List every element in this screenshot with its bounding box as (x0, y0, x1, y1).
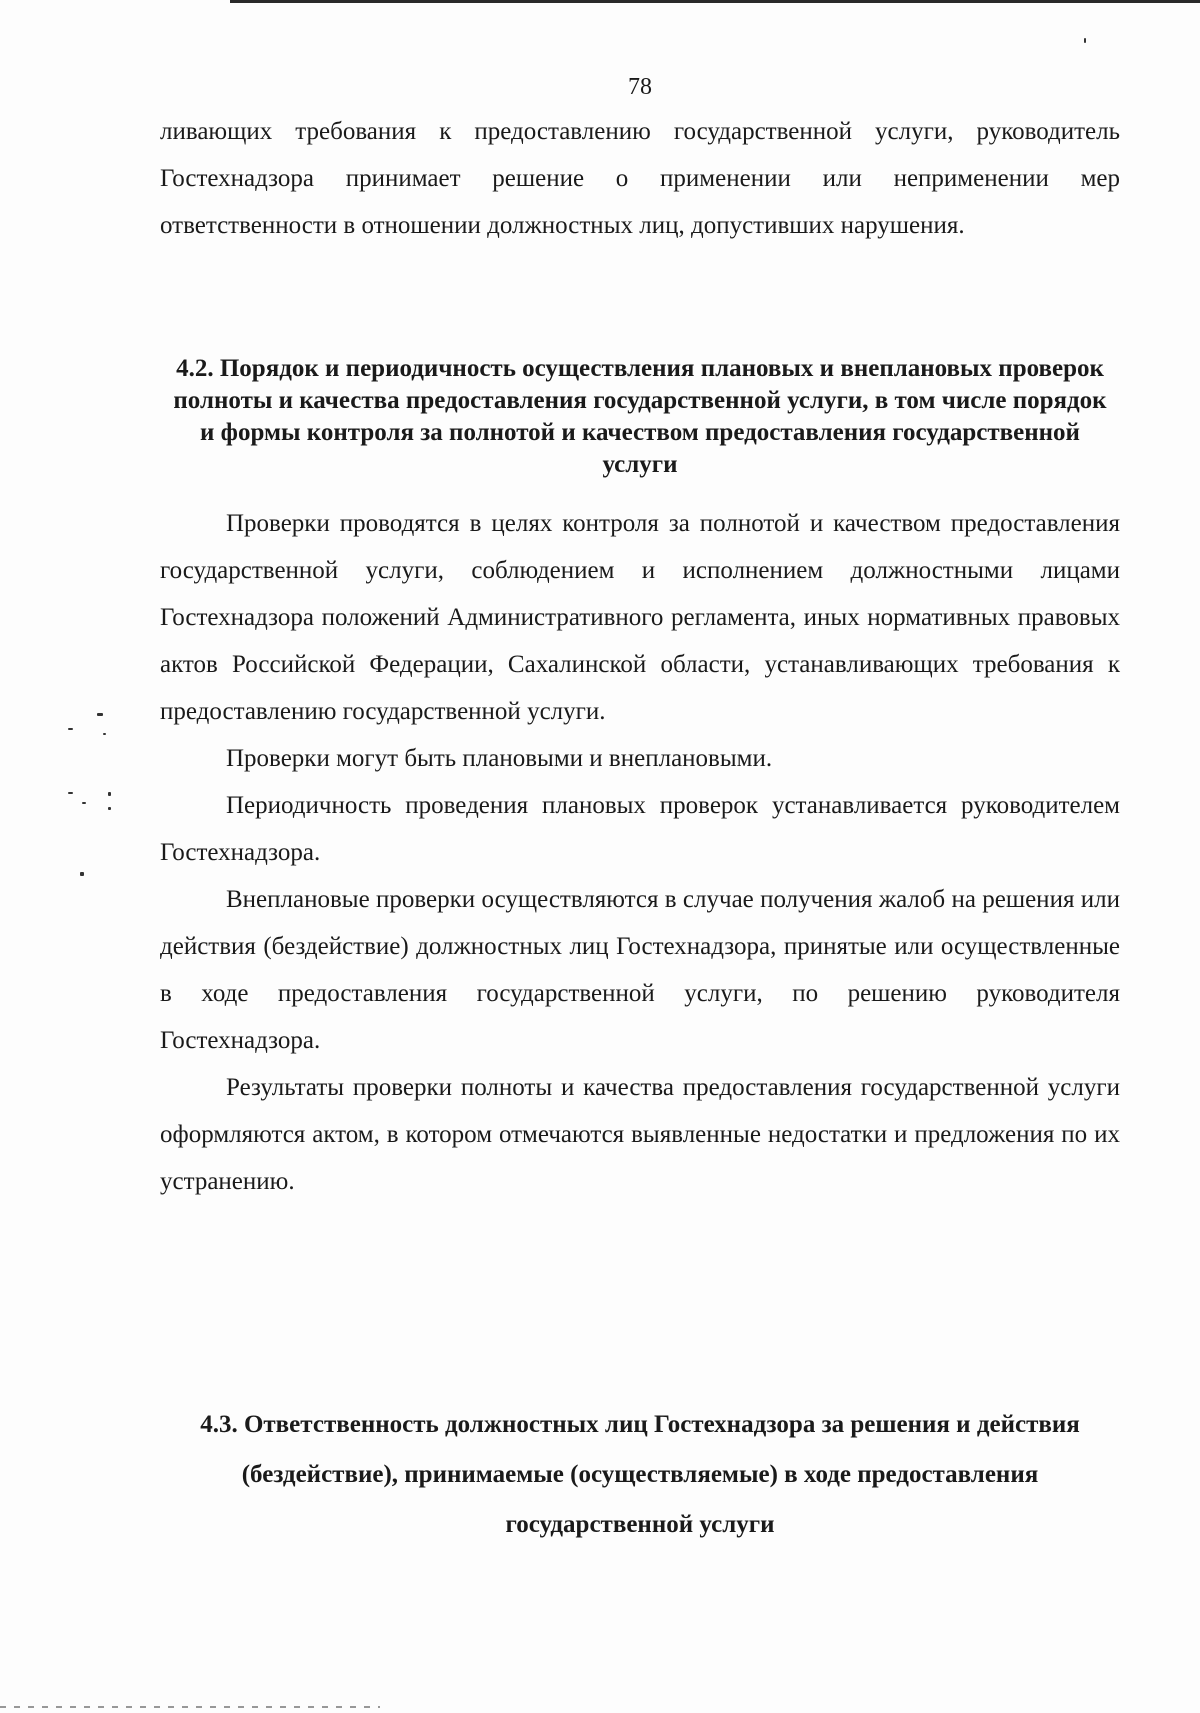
scan-speck (68, 728, 73, 730)
section-4-2-paragraph-2: Проверки могут быть плановыми и внеплановыми. (226, 745, 773, 772)
scan-speck (1084, 38, 1086, 43)
scan-speck (80, 872, 84, 876)
section-4-2-heading: 4.2. Порядок и периодичность осуществления плановых и внеплановых проверок полноты и качества предоставления государственной услуги, в том числе порядок и формы контроля за полнотой и качеством предоставления государственной услуги (173, 355, 1107, 478)
scan-bottom-edge (0, 1706, 380, 1708)
section-4-2-paragraph-3: Периодичность проведения плановых проверок устанавливается руководителем Гостехнадзора. (160, 792, 1120, 866)
scan-speck (108, 792, 111, 796)
scan-speck (82, 802, 86, 804)
page-number: 78 (628, 74, 652, 100)
intro-paragraph: ливающих требования к предоставлению государственной услуги, руководитель Гостехнадзора принимает решение о применении или неприменении мер ответственности в отношении должностных лиц, допустивших нарушения. (160, 118, 1120, 239)
section-4-2-paragraph-4: Внеплановые проверки осуществляются в случае получения жалоб на решения или действия (бездействие) должностных лиц Гостехнадзора, принятые или осуществленные в ходе предоставления государственной услуги, по решению руководителя Гостехнадзора. (160, 886, 1120, 1054)
scan-speck (108, 807, 111, 810)
section-4-2-body (160, 500, 1120, 1205)
intro-text-block (160, 108, 1120, 249)
section-4-2-paragraph-5: Результаты проверки полноты и качества предоставления государственной услуги оформляются актом, в котором отмечаются выявленные недостатки и предложения по их устранению. (160, 1074, 1120, 1195)
scan-speck (68, 792, 73, 794)
scan-top-edge-line (230, 0, 1200, 3)
section-4-2-paragraph-1: Проверки проводятся в целях контроля за полнотой и качеством предоставления государственной услуги, соблюдением и исполнением должностными лицами Гостехнадзора положений Административного регламента, иных нормативных правовых актов Российской Федерации, Сахалинской области, устанавливающих требования к предоставлению государственной услуги. (160, 510, 1120, 725)
section-4-3-heading: 4.3. Ответственность должностных лиц Гостехнадзора за решения и действия (бездействие), принимаемые (осуществляемые) в ходе предоставления государственной услуги (200, 1411, 1080, 1538)
scan-speck (103, 733, 106, 735)
scan-speck (97, 713, 103, 716)
